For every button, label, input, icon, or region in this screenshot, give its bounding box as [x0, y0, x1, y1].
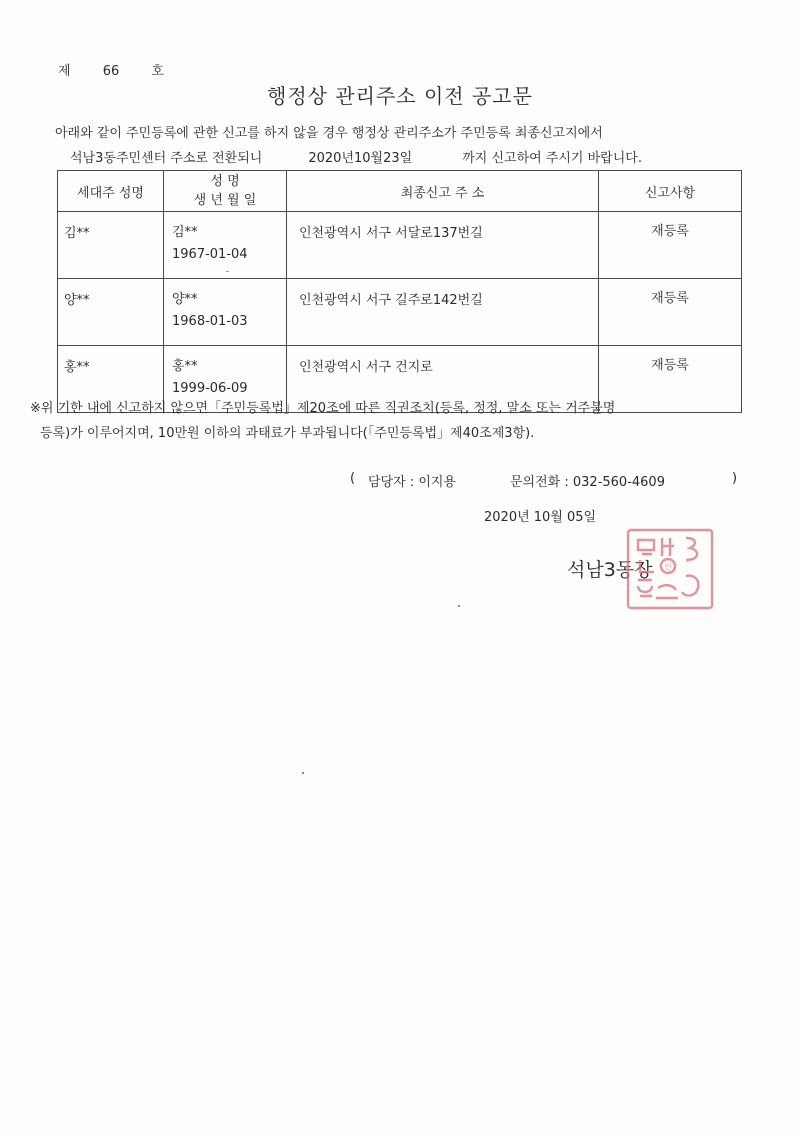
contact-phone: 문의전화 : 032-560-4609 [510, 475, 665, 490]
cell-report: 재등록 [599, 279, 742, 346]
contact-person: 담당자 : 이지용 [368, 475, 456, 490]
cell-report: 재등록 [599, 212, 742, 279]
deadline-date: 2020년10월23일 [308, 151, 413, 166]
contact-close-paren: ) [732, 471, 738, 486]
cell-person [164, 279, 287, 346]
footnote-line-1: ※위 기한 내에 신고하지 않으면「주민등록법」제20조에 따른 직권조치(등록, 정정, 말소 또는 거주불명 [30, 401, 616, 416]
header-householder: 세대주 성명 [58, 171, 164, 212]
cell-name: 김** [172, 225, 198, 240]
cell-address: 인천광역시 서구 건지로 [287, 346, 599, 413]
official-seal-icon [620, 524, 720, 614]
cell-person [164, 212, 287, 279]
cell-name: 양** [172, 292, 198, 307]
scan-speck [302, 772, 304, 774]
table-header-row [58, 171, 742, 212]
intro-line-2-start: 석남3동주민센터 주소로 전환되니 [70, 151, 263, 166]
scan-speck [458, 605, 460, 607]
document-title: 행정상 관리주소 이전 공고문 [267, 84, 533, 108]
intro-line-2 [70, 147, 642, 166]
cell-birth: 1968-01-03 [172, 314, 248, 329]
cell-name: 홍** [172, 359, 198, 374]
intro-line-2-end: 까지 신고하여 주시기 바랍니다. [462, 151, 642, 166]
table-row [58, 212, 742, 279]
cell-householder: 양** [58, 279, 164, 346]
cell-report: 재등록 [599, 346, 742, 413]
intro-line-1: 아래와 같이 주민등록에 관한 신고를 하지 않을 경우 행정상 관리주소가 주민등록 최종신고지에서 [55, 126, 603, 141]
header-person-birth: 생 년 월 일 [193, 193, 257, 208]
cell-householder: 김** [58, 212, 164, 279]
issue-date: 2020년 10월 05일 [484, 510, 597, 525]
header-report: 신고사항 [599, 171, 742, 212]
scan-speck [226, 271, 229, 272]
cell-householder: 홍** [58, 346, 164, 413]
cell-birth: 1999-06-09 [172, 381, 248, 396]
seal-center-mark: 인 [664, 562, 672, 572]
notice-table [57, 170, 742, 413]
cell-address: 인천광역시 서구 서달로137번길 [287, 212, 599, 279]
header-person [164, 171, 287, 212]
contact-open-paren: ( [350, 471, 356, 486]
header-person-name: 성 명 [210, 174, 240, 189]
document-number: 제 66 호 [58, 64, 164, 79]
cell-birth: 1967-01-04 [172, 247, 248, 262]
legal-footnote [30, 396, 615, 446]
signer-title: 석남3동장 [567, 559, 653, 581]
footnote-line-2: 등록)가 이루어지며, 10만원 이하의 과태료가 부과됩니다(「주민등록법」제40조제3항). [40, 426, 535, 441]
cell-address: 인천광역시 서구 길주로142번길 [287, 279, 599, 346]
table-row [58, 279, 742, 346]
header-address: 최종신고 주 소 [287, 171, 599, 212]
